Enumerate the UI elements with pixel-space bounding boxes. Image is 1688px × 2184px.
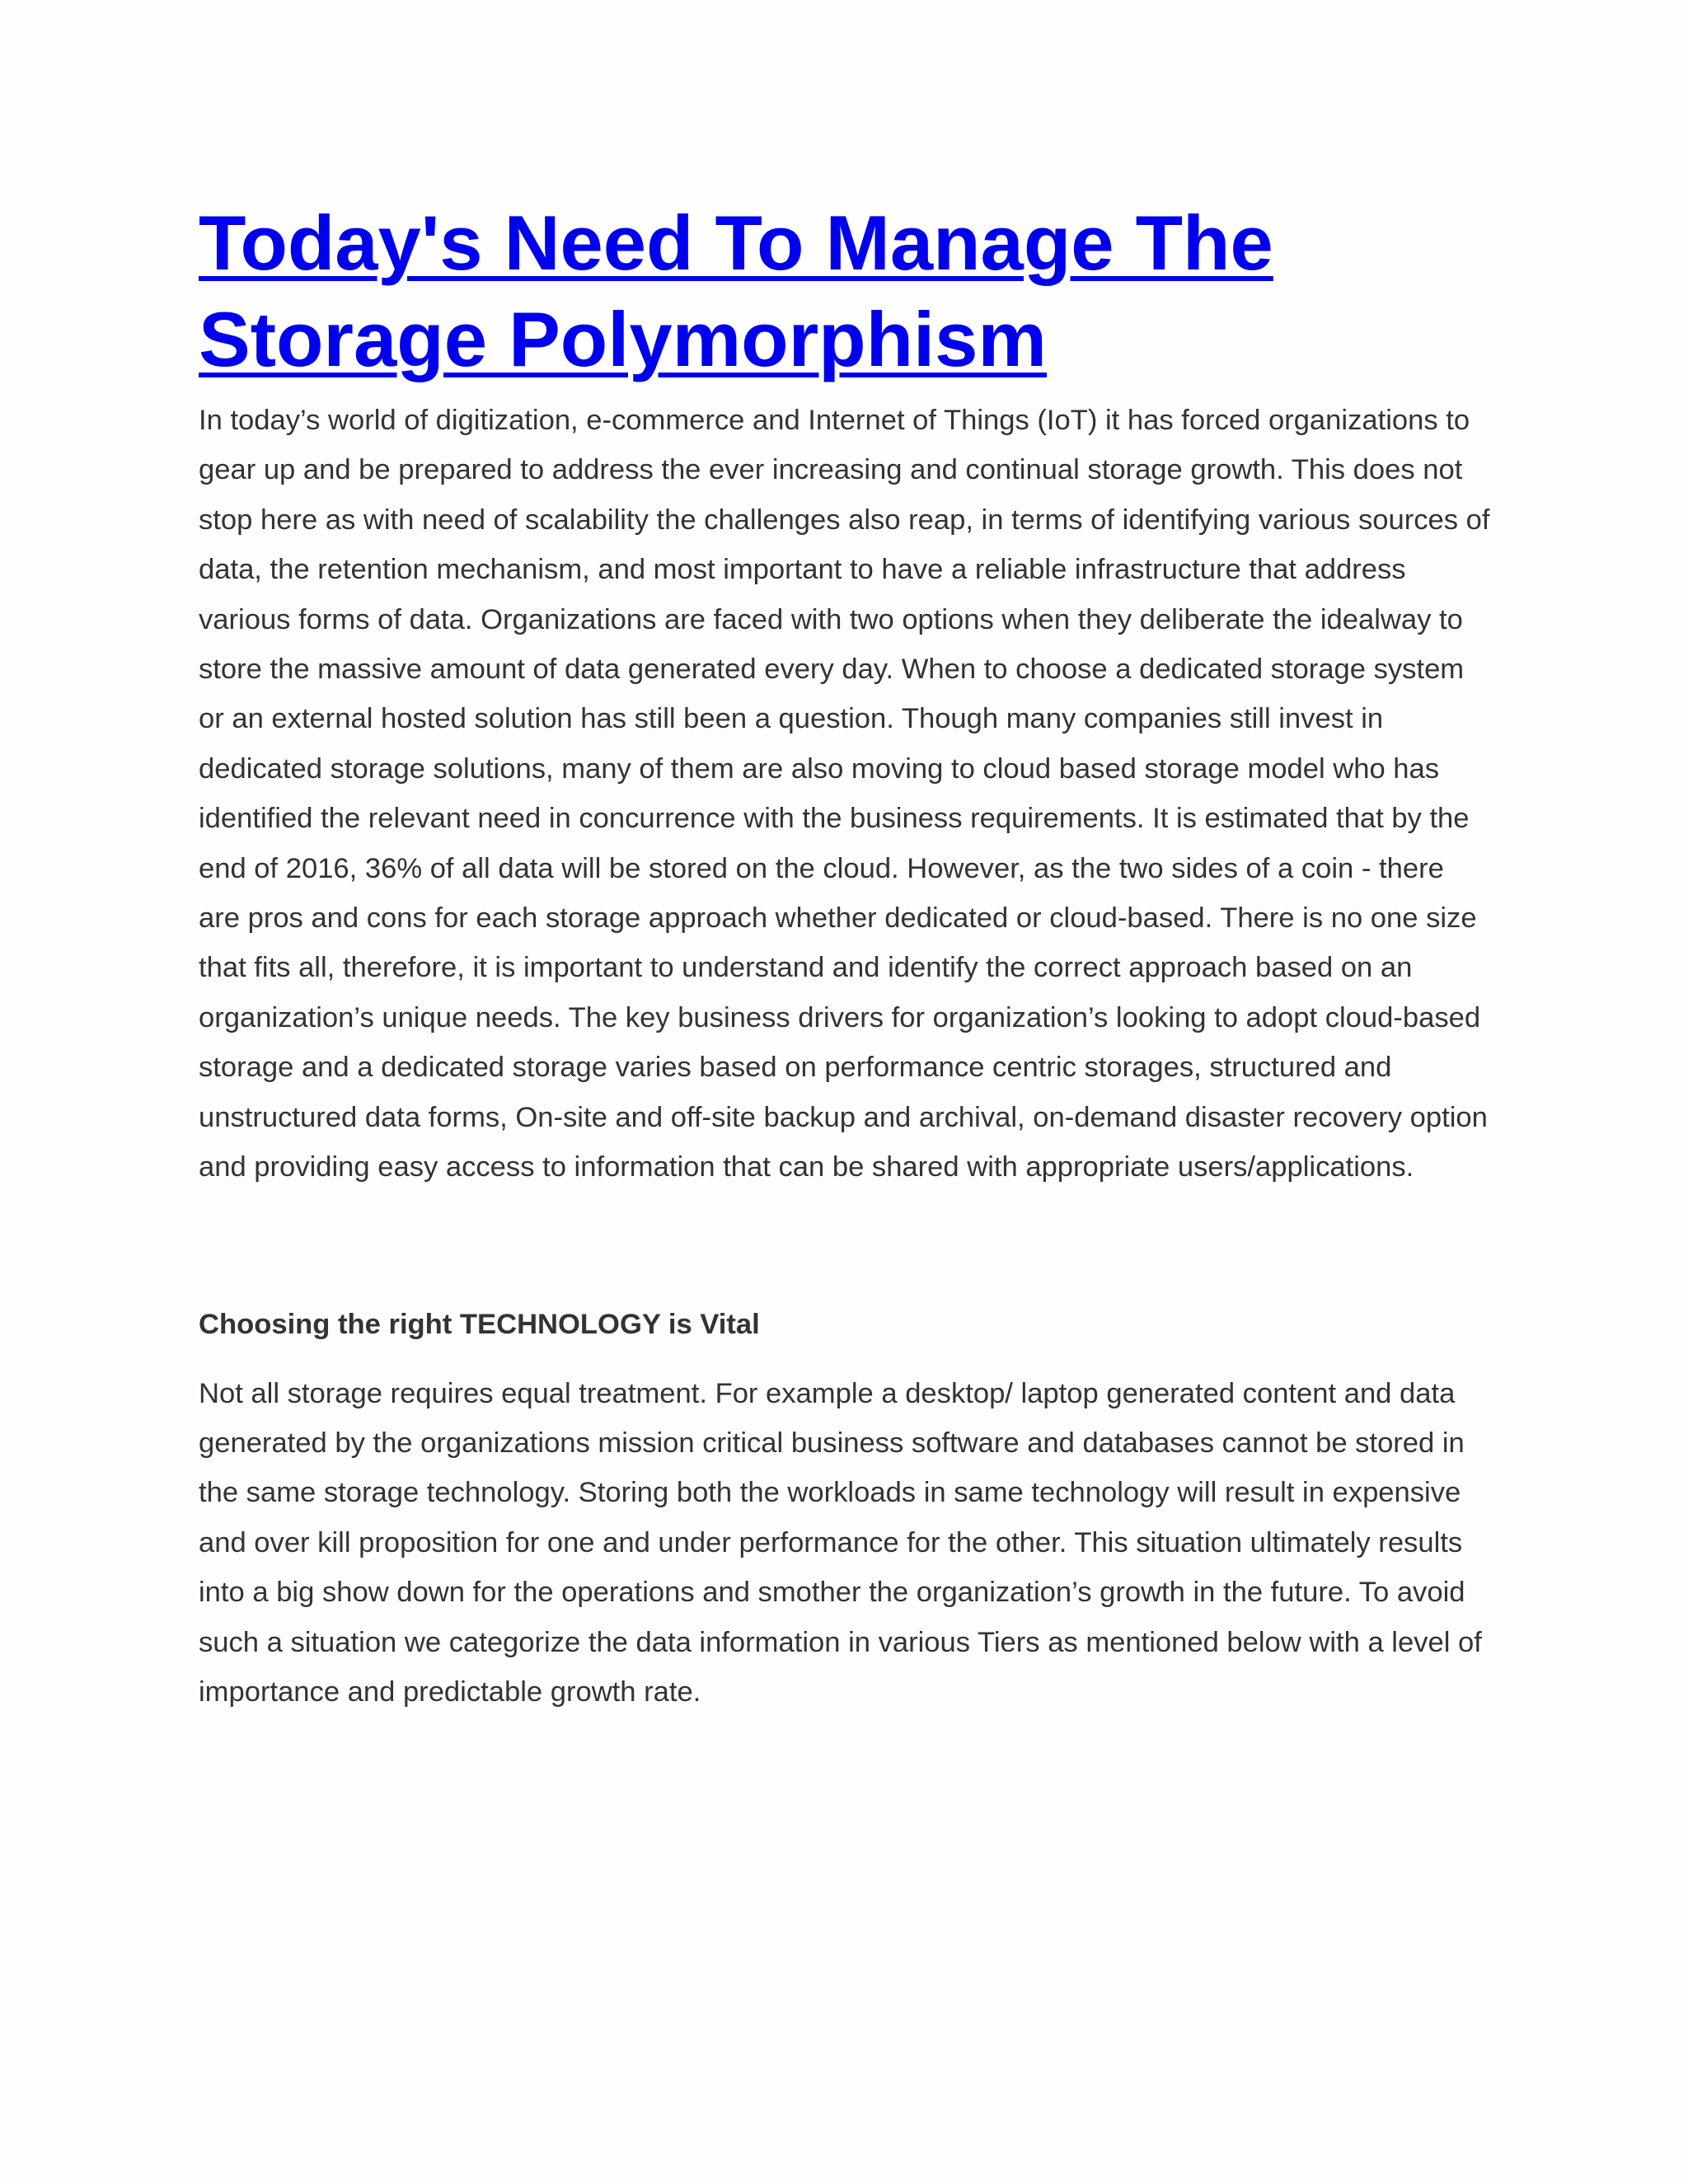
- title-line-2[interactable]: Storage Polymorphism: [199, 296, 1047, 382]
- section-heading: Choosing the right TECHNOLOGY is Vital: [199, 1308, 760, 1340]
- intro-paragraph: In today’s world of digitization, e-commerce and Internet of Things (IoT) it has forced organizations to gear up and be prepared to address the ever increasing and continual storage growth. This does not stop here as with need of scalability the challenges also reap, in terms of identifying various sources of data, the retention mechanism, and most important to have a reliable infrastructure that address various forms of data. Organizations are faced with two options when they deliberate the idealway to store the massive amount of data generated every day. When to choose a dedicated storage system or an external hosted solution has still been a question. Though many companies still invest in dedicated storage solutions, many of them are also moving to cloud based storage model who has identified the relevant need in concurrence with the business requirements. It is estimated that by the end of 2016, 36% of all data will be stored on the cloud. However, as the two sides of a coin - there are pros and cons for each storage approach whether dedicated or cloud-based. There is no one size that fits all, therefore, it is important to understand and identify the correct approach based on an organization’s unique needs. The key business drivers for organization’s looking to adopt cloud-based storage and a dedicated storage varies based on performance centric storages, structured and unstructured data forms, On-site and off-site backup and archival, on-demand disaster recovery option and providing easy access to information that can be shared with appropriate users/applications.: [199, 405, 1490, 1183]
- title-line-1[interactable]: Today's Need To Manage The: [199, 199, 1273, 286]
- section-paragraph: Not all storage requires equal treatment. For example a desktop/ laptop generated content and data generated by the organizations mission critical business software and databases cannot be stored in the same storage technology. Storing both the workloads in same technology will result in expensive and over kill proposition for one and under performance for the other. This situation ultimately results into a big show down for the operations and smother the organization’s growth in the future. To avoid such a situation we categorize the data information in various Tiers as mentioned below with a level of importance and predictable growth rate.: [199, 1377, 1482, 1708]
- document-content: [199, 194, 1493, 1717]
- page-title-link[interactable]: [199, 194, 1493, 387]
